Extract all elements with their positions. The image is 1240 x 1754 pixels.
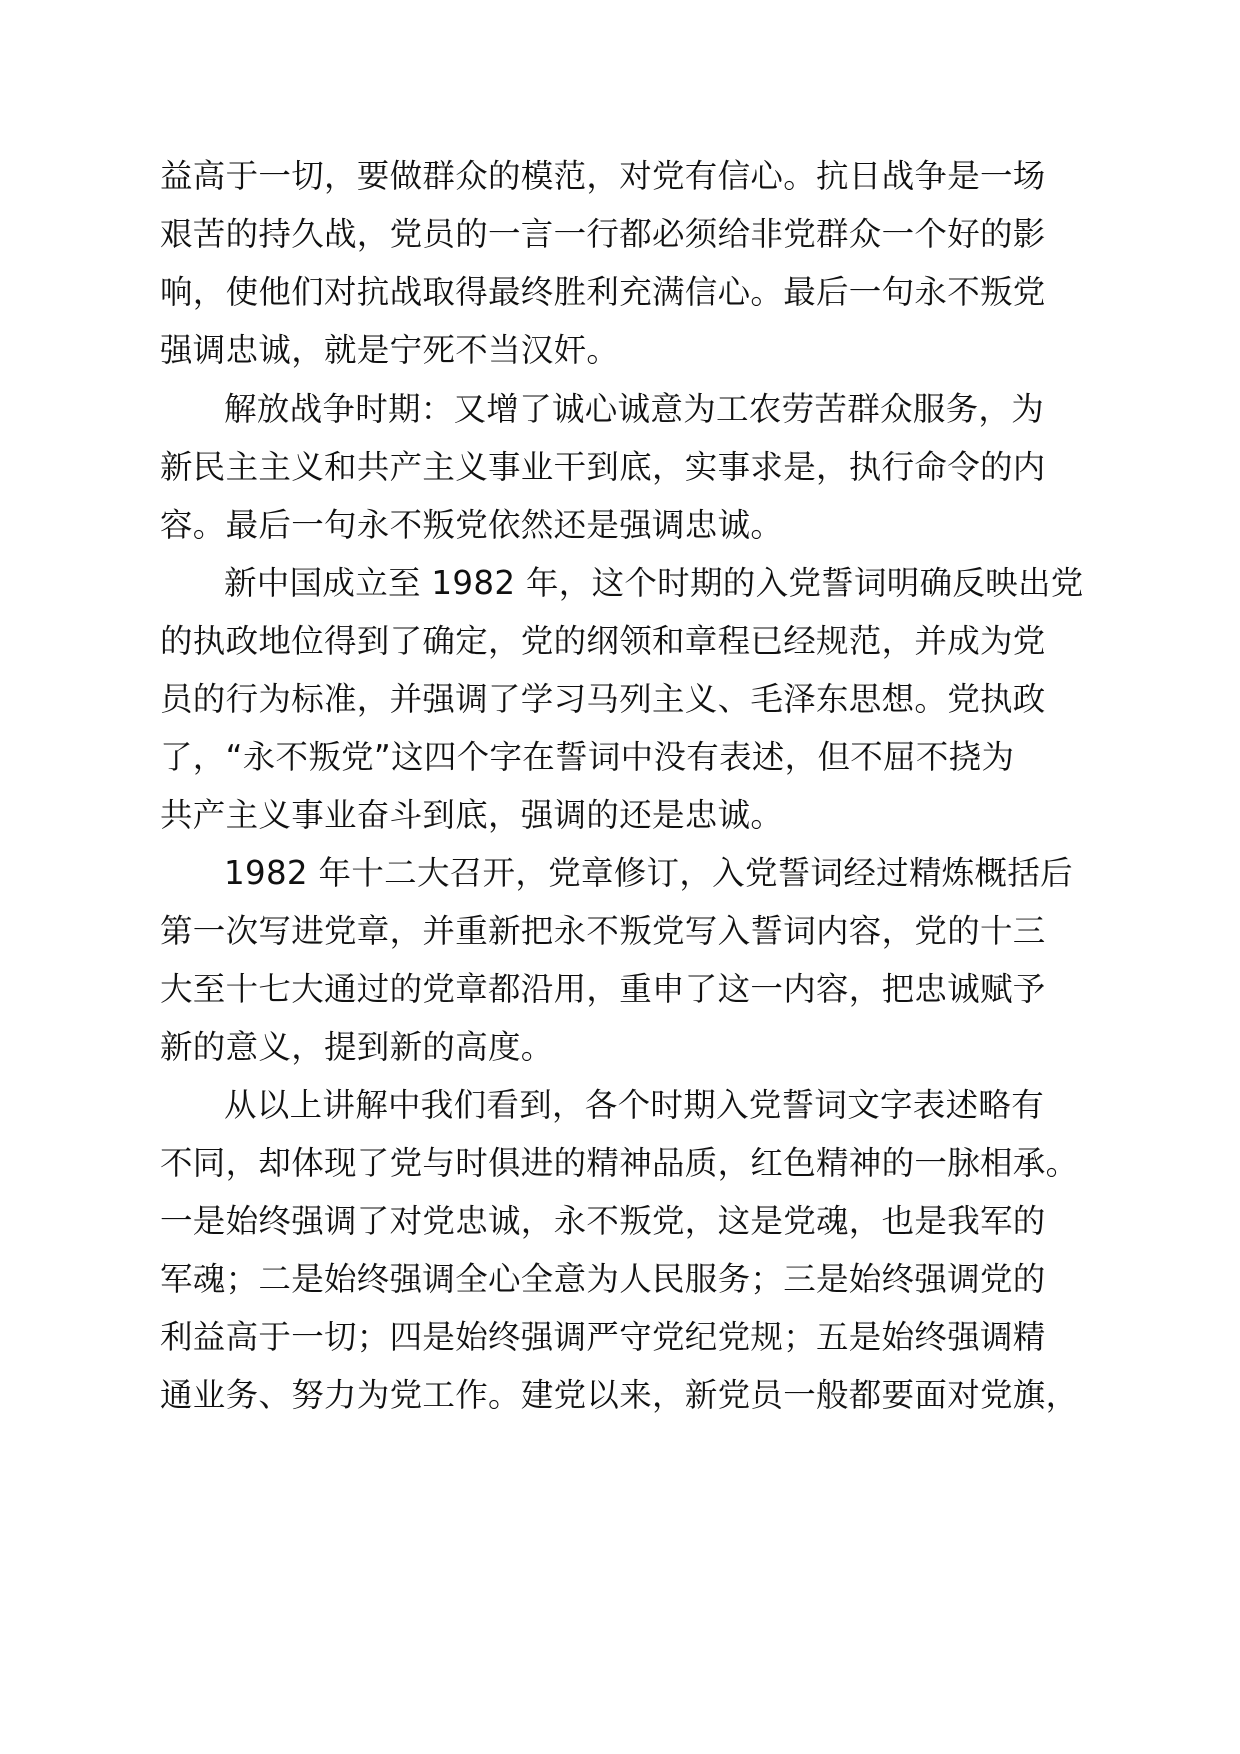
text-line: 员的行为标准，并强调了学习马列主义、毛泽东思想。党执政 (160, 680, 1046, 718)
text-line: 通业务、努力为党工作。建党以来，新党员一般都要面对党旗， (160, 1376, 1079, 1414)
paragraph-first-line: 从以上讲解中我们看到，各个时期入党誓词文字表述略有 (224, 1086, 1045, 1124)
paragraph-first-line: 解放战争时期：又增了诚心诚意为工农劳苦群众服务，为 (224, 390, 1045, 428)
text-line: 强调忠诚，就是宁死不当汉奸。 (160, 331, 620, 369)
text-line: 新的意义，提到新的高度。 (160, 1028, 554, 1066)
text-line: 利益高于一切；四是始终强调严守党纪党规；五是始终强调精 (160, 1318, 1046, 1356)
text-line: 益高于一切，要做群众的模范，对党有信心。抗日战争是一场 (160, 157, 1046, 195)
text-line: 的执政地位得到了确定，党的纲领和章程已经规范，并成为党 (160, 622, 1046, 660)
text-line: 一是始终强调了对党忠诚，永不叛党，这是党魂，也是我军的 (160, 1202, 1046, 1240)
text-line: 不同，却体现了党与时俱进的精神品质，红色精神的一脉相承。 (160, 1144, 1079, 1182)
text-line: 军魂；二是始终强调全心全意为人民服务；三是始终强调党的 (160, 1260, 1046, 1298)
text-line: 大至十七大通过的党章都沿用，重申了这一内容，把忠诚赋予 (160, 970, 1046, 1008)
text-line: 新民主主义和共产主义事业干到底，实事求是，执行命令的内 (160, 448, 1046, 486)
text-line: 共产主义事业奋斗到底，强调的还是忠诚。 (160, 796, 784, 834)
text-line: 第一次写进党章，并重新把永不叛党写入誓词内容，党的十三 (160, 912, 1046, 950)
paragraph-first-line: 新中国成立至 1982 年，这个时期的入党誓词明确反映出党 (224, 564, 1084, 602)
text-line: 容。最后一句永不叛党依然还是强调忠诚。 (160, 506, 784, 544)
paragraph-first-line: 1982 年十二大召开，党章修订，入党誓词经过精炼概括后 (224, 854, 1073, 892)
text-line: 艰苦的持久战，党员的一言一行都必须给非党群众一个好的影 (160, 215, 1046, 253)
text-line: 了，“永不叛党”这四个字在誓词中没有表述，但不屈不挠为 (160, 738, 1015, 776)
text-line: 响，使他们对抗战取得最终胜利充满信心。最后一句永不叛党 (160, 273, 1046, 311)
